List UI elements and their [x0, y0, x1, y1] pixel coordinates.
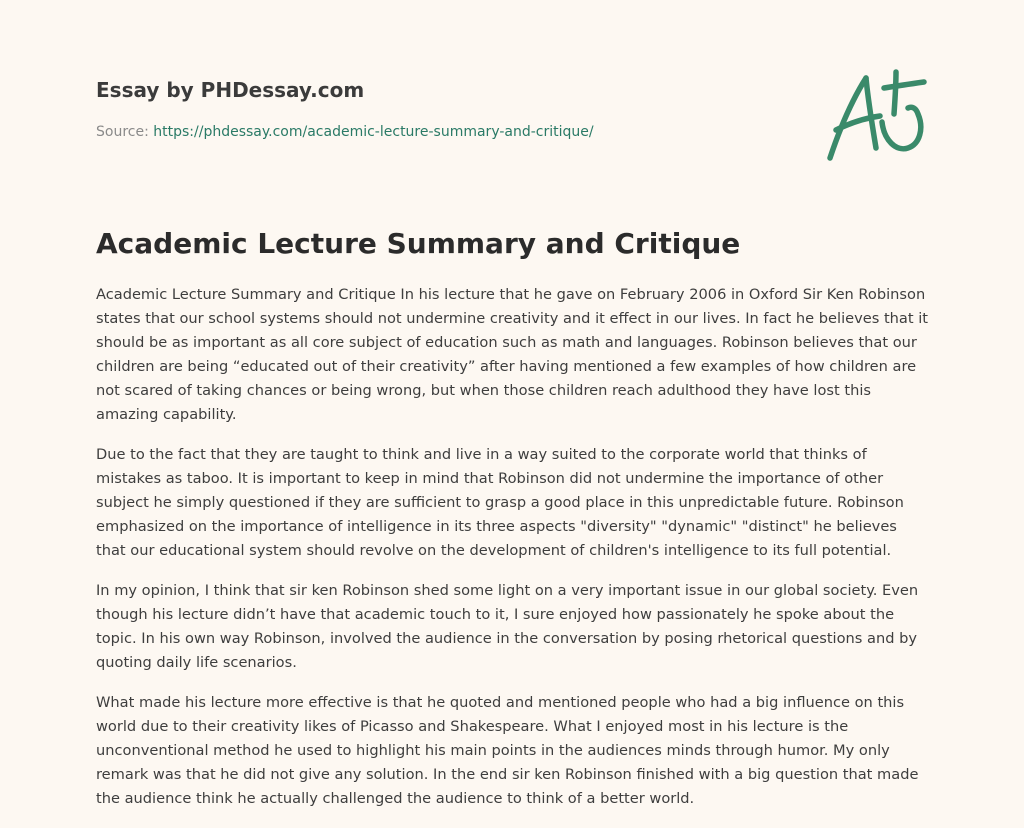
article-paragraph: What made his lecture more effective is that he quoted and mentioned people who had a big influence on this world due to their creativity likes of Picasso and Shakespeare. What I enjoyed most in his lecture is the unconventional method he used to highlight his main points in the audiences minds through humor. My only remark was that he did not give any solution. In the end sir ken Robinson finished with a big question that made the audience think he actually challenged the audience to think of a better world.: [96, 694, 919, 807]
article-title: Academic Lecture Summary and Critique: [96, 227, 741, 260]
article: [96, 226, 928, 827]
source-line: [96, 123, 796, 141]
source-link[interactable]: https://phdessay.com/academic-lecture-summary-and-critique/: [153, 124, 594, 140]
a-plus-logo-icon: [822, 66, 930, 166]
site-title: Essay by PHDessay.com: [96, 78, 365, 102]
article-paragraph: In my opinion, I think that sir ken Robinson shed some light on a very important issue in our global society. Even though his lecture didn’t have that academic touch to it, I sure enjoyed how passionately he spoke about the topic. In his own way Robinson, involved the audience in the conversation by posing rhetorical questions and by quoting daily life scenarios.: [96, 582, 919, 671]
source-label: Source:: [96, 124, 149, 140]
page-header: [96, 78, 796, 141]
article-paragraph: Academic Lecture Summary and Critique In his lecture that he gave on February 2006 in Oxford Sir Ken Robinson states that our school systems should not undermine creativity and it effect in our lives. In fact he believes that it should be as important as all core subject of education such as math and languages. Robinson believes that our children are being “educated out of their creativity” after having mentioned a few examples of how children are not scared of taking chances or being wrong, but when those children reach adulthood they have lost this amazing capability.: [96, 286, 929, 423]
a-plus-logo: [822, 66, 930, 166]
article-paragraph: Due to the fact that they are taught to think and live in a way suited to the corporate world that thinks of mistakes as taboo. It is important to keep in mind that Robinson did not undermine the importance of other subject he simply questioned if they are sufficient to grasp a good place in this unpredictable future. Robinson emphasized on the importance of intelligence in its three aspects "diversity" "dynamic" "distinct" he believes that our educational system should revolve on the development of children's intelligence to its full potential.: [96, 446, 904, 559]
